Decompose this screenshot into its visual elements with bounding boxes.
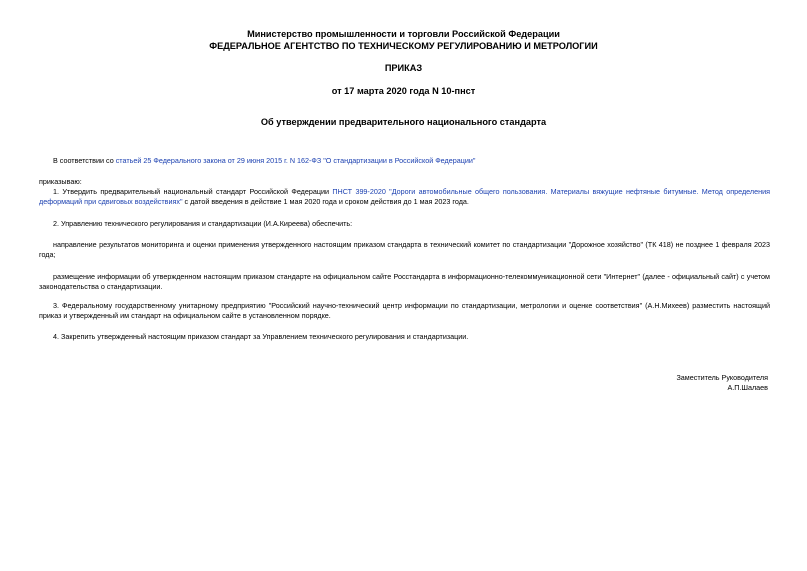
item-2b: размещение информации об утвержденном настоящим приказом стандарте на официальном сайте Росстандарта в информационно-телекоммуникационной сети "Интернет" (далее - официальный сайт) с учетом законодательства о стандартизации. (39, 272, 770, 291)
item-1 (39, 187, 770, 207)
preamble-text: В соответствии со (53, 156, 116, 165)
item-2: 2. Управлению технического регулирования и стандартизации (И.А.Киреева) обеспечить: (53, 219, 353, 228)
item-1-text: 1. Утвердить предварительный национальный стандарт Российской Федерации (53, 187, 333, 196)
preamble (39, 156, 770, 166)
law-link[interactable]: статьей 25 Федерального закона от 29 июня 2015 г. N 162-ФЗ "О стандартизации в Российской Федерации" (115, 156, 476, 165)
item-4: 4. Закрепить утвержденный настоящим приказом стандарт за Управлением технического регулирования и стандартизации. (53, 332, 469, 341)
order-subject: Об утверждении предварительного национального стандарта (260, 117, 547, 127)
order-date-number: от 17 марта 2020 года N 10-пнст (331, 86, 476, 96)
signature-name: А.П.Шалаев (727, 383, 768, 392)
standard-link[interactable]: ПНСТ 399-2020 "Дороги автомобильные общего пользования. Материалы вяжущие нефтяные битумные. Метод определения деформаций при сдвиговых воздействиях" (39, 187, 770, 206)
signature-position: Заместитель Руководителя (676, 373, 768, 382)
agency-title: ФЕДЕРАЛЬНОЕ АГЕНТСТВО ПО ТЕХНИЧЕСКОМУ РЕГУЛИРОВАНИЮ И МЕТРОЛОГИИ (209, 41, 598, 51)
item-2a: направление результатов мониторинга и оценки применения утвержденного настоящим приказом стандарта в технический комитет по стандартизации "Дорожное хозяйство" (ТК 418) не позднее 1 февраля 2023 года; (39, 240, 770, 259)
ministry-title: Министерство промышленности и торговли Российской Федерации (247, 29, 560, 39)
item-3: 3. Федеральному государственному унитарному предприятию "Российский научно-технический центр информации по стандартизации, метрологии и оценке соответствия" (А.Н.Михеев) разместить настоящий приказ и утвержденный им стандарт на официальном сайте в установленном порядке. (39, 301, 770, 320)
order-word: приказываю: (39, 177, 82, 186)
item-1-tail: с датой введения в действие 1 мая 2020 года и сроком действия до 1 мая 2023 года. (182, 197, 469, 206)
order-heading: ПРИКАЗ (384, 63, 423, 73)
